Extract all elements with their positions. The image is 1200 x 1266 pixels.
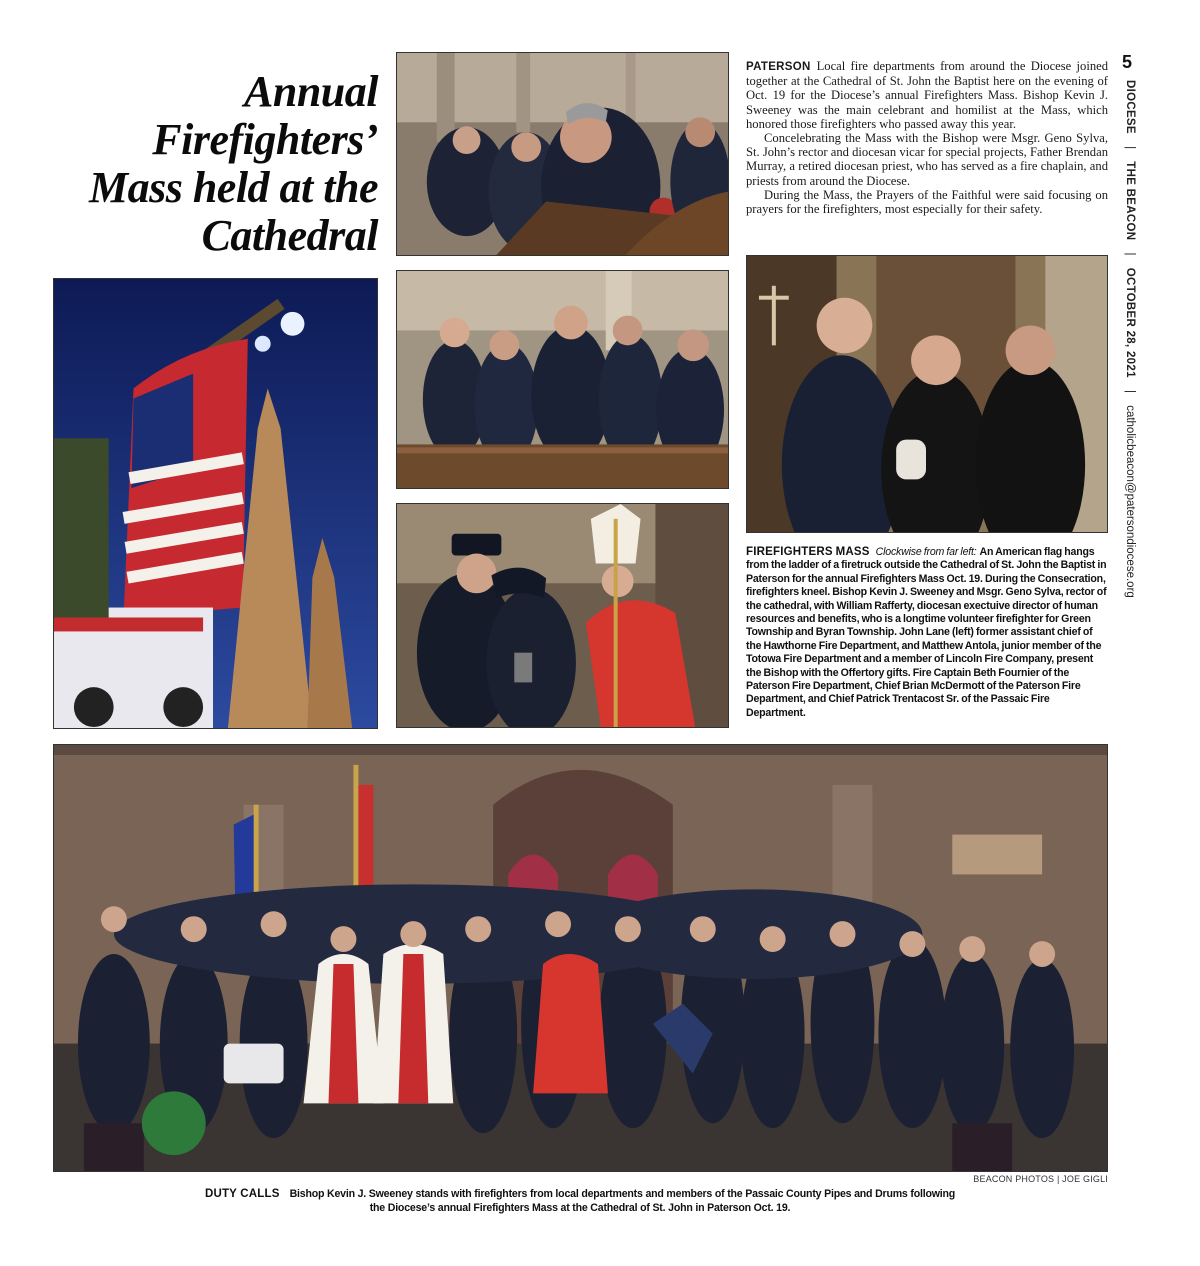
headline-line: Annual — [244, 67, 378, 116]
article-paragraph — [746, 59, 1108, 131]
photo-kneeling-firefighters — [396, 52, 729, 256]
contact-email: catholicbeacon@patersondiocese.org — [1124, 405, 1136, 598]
publication-label: THE BEACON — [1124, 161, 1136, 241]
dateline: PATERSON — [746, 61, 811, 73]
photo-caption — [746, 546, 1108, 720]
photo-bishop-and-monsignor — [746, 255, 1108, 533]
photo-standing-firefighters — [396, 270, 729, 489]
group-photo-caption — [200, 1187, 960, 1215]
article-body — [746, 59, 1108, 216]
paragraph-text: Local fire departments from around the Diocese joined together at the Cathedral of St. John the Baptist here on the evening of Oct. 19 for the Diocese’s annual Firefighters Mass. Bishop Kevin J. Sweeney was the main celebrant and homilist at the Mass, which honored those firefighters who passed away this year. — [746, 59, 1108, 131]
photo-offertory-gifts — [396, 503, 729, 728]
caption-head: DUTY CALLS — [204, 1188, 280, 1200]
separator: | — [1124, 252, 1136, 256]
photo-credit: BEACON PHOTOS | JOE GIGLI — [973, 1174, 1108, 1184]
headline — [40, 68, 378, 260]
article-paragraph: During the Mass, the Prayers of the Faithful were said focusing on prayers for the firefighters, most especially for their safety. — [746, 187, 1108, 217]
photo-flag-on-ladder — [53, 278, 378, 729]
headline-line: Mass held at the — [88, 163, 378, 212]
headline-line: Firefighters’ — [152, 115, 378, 164]
section-label: DIOCESE — [1124, 80, 1136, 134]
caption-text: Bishop Kevin J. Sweeney stands with firefighters from local departments and members of the Passaic County Pipes and Drums following the Diocese’s annual Firefighters Mass at the Cathedral of St. John in Paterson Oct. 19. — [289, 1188, 956, 1214]
separator: | — [1124, 389, 1136, 393]
photo-group-duty-calls — [53, 744, 1108, 1172]
page-number: 5 — [1122, 52, 1133, 72]
caption-text: An American flag hangs from the ladder of a firetruck outside the Cathedral of St. John the Baptist in Paterson for the annual Firefighters Mass Oct. 19. During the Consecration, firefighters kneel. Bishop Kevin J. Sweeney and Msgr. Geno Sylva, rector of the cathedral, with William Rafferty, diocesan exectuive director of human resources and benefits, who is a longtime volunteer firefighter for Green Township and Byran Township. John Lane (left) former assistant chief of the Hawthorne Fire Department, and Matthew Antola, junior member of the Totowa Fire Department and a member of Lincoln Fire Company, present the Bishop with the Offertory gifts. Fire Captain Beth Fournier of the Paterson Fire Department, Chief Brian McDermott of the Paterson Fire Department, and Chief Patrick Trentacost Sr. of the Passaic Fire Department. — [746, 546, 1107, 719]
caption-lead: Clockwise from far left: — [875, 546, 977, 558]
article-paragraph: Concelebrating the Mass with the Bishop were Msgr. Geno Sylva, St. John’s rector and diocesan vicar for special projects, Father Brendan Murray, a retired diocesan priest, who has served as a fire chaplain, and priests from around the Diocese. — [746, 131, 1108, 188]
headline-line: Cathedral — [201, 211, 378, 260]
caption-head: FIREFIGHTERS MASS — [746, 546, 870, 558]
separator: | — [1124, 146, 1136, 150]
issue-date: OCTOBER 28, 2021 — [1124, 267, 1136, 378]
sidebar-running-head — [1118, 52, 1138, 598]
